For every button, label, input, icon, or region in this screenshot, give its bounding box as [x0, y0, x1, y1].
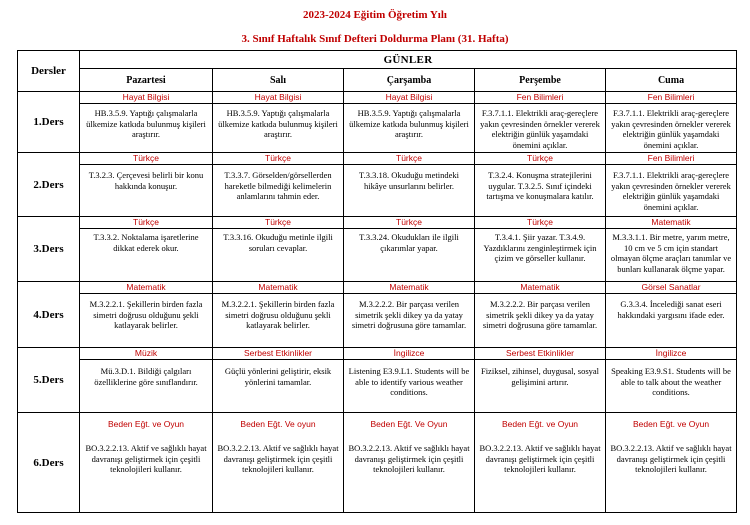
subject-label: Beden Eğt. ve Oyun: [632, 419, 710, 429]
outcome-text: Güçlü yönlerini geliştirir, eksik yönlerini tamamlar.: [224, 366, 332, 387]
day-header-monday: Pazartesi: [80, 69, 213, 92]
lesson-row: [18, 282, 737, 348]
outcome-text: T.3.3.16. Okuduğu metinle ilgili soruları cevaplar.: [223, 232, 333, 253]
subject-label: Matematik: [80, 282, 212, 294]
lesson-cell-wednesday: [344, 217, 475, 282]
lesson-cell-tuesday: [213, 153, 344, 217]
outcome-text: Listening E3.9.L1. Students will be able to identify various weather conditions.: [348, 366, 470, 397]
lesson-cell-wednesday: [344, 348, 475, 413]
lesson-cell-monday: [80, 92, 213, 153]
subject-label: Hayat Bilgisi: [213, 92, 343, 104]
lesson-cell-tuesday: [213, 92, 344, 153]
outcome-text: F.3.7.1.1. Elektrikli araç-gereçlere yakın çevresinden örnekler vererek elektriğin günlük yaşamdaki önemini açıklar.: [611, 170, 731, 212]
subject-label: Hayat Bilgisi: [80, 92, 212, 104]
lesson-cell-thursday: [475, 413, 606, 513]
lesson-cell-monday: [80, 153, 213, 217]
lesson-cell-monday: [80, 282, 213, 348]
lesson-label: 3.Ders: [18, 217, 80, 282]
outcome-text: BO.3.2.2.13. Aktif ve sağlıklı hayat davranışı geliştirmek için çeşitli teknolojileri kullanır.: [479, 443, 601, 474]
outcome-text: F.3.7.1.1. Elektrikli araç-gereçlere yakın çevresinden örnekler vererek elektriğin günlük yaşamdaki önemini açıklar.: [480, 108, 600, 150]
outcome-text: T.3.2.4. Konuşma stratejilerini uygular. T.3.2.5. Sınıf içindeki tartışma ve konuşmalara katılır.: [486, 170, 594, 201]
lesson-cell-monday: [80, 348, 213, 413]
day-header-tuesday: Salı: [213, 69, 344, 92]
outcome-text: M.3.3.1.1. Bir metre, yarım metre, 10 cm ve 5 cm için standart olmayan ölçme araçları tanımlar ve bunları kullanarak ölçme yapar.: [610, 232, 732, 274]
subject-label: Fen Bilimleri: [606, 153, 736, 165]
outcome-text: T.3.3.24. Okudukları ile ilgili çıkarımlar yapar.: [359, 232, 459, 253]
outcome-text: HB.3.5.9. Yaptığı çalışmalarla ülkemize katkıda bulunmuş kişileri araştırır.: [349, 108, 469, 139]
subject-label: Türkçe: [475, 153, 605, 165]
outcome-text: Mü.3.D.1. Bildiği çalgıları özelliklerine göre sınıflandırır.: [94, 366, 198, 387]
outcome-text: BO.3.2.2.13. Aktif ve sağlıklı hayat davranışı geliştirmek için çeşitli teknolojileri kullanır.: [217, 443, 339, 474]
lesson-cell-thursday: [475, 92, 606, 153]
lesson-label: 2.Ders: [18, 153, 80, 217]
gunler-header: GÜNLER: [80, 51, 737, 69]
lesson-row: [18, 92, 737, 153]
subject-label: Türkçe: [344, 217, 474, 229]
subject-label: Türkçe: [213, 217, 343, 229]
subject-label: Serbest Etkinlikler: [213, 348, 343, 360]
subject-label: İngilizce: [606, 348, 736, 360]
lesson-row: [18, 413, 737, 513]
outcome-text: HB.3.5.9. Yaptığı çalışmalarla ülkemize katkıda bulunmuş kişileri araştırır.: [218, 108, 338, 139]
lesson-cell-friday: [606, 217, 737, 282]
outcome-text: Speaking E3.9.S1. Students will be able to talk about the weather conditions.: [611, 366, 731, 397]
outcome-text: M.3.2.2.2. Bir parçası verilen simetrik şekli dikey ya da yatay simetri doğrusuna göre tamamlar.: [482, 299, 598, 330]
dersler-header: Dersler: [18, 51, 80, 92]
subject-label: Türkçe: [475, 217, 605, 229]
subject-label: Türkçe: [213, 153, 343, 165]
lesson-cell-tuesday: [213, 217, 344, 282]
outcome-text: Fiziksel, zihinsel, duygusal, sosyal gelişimini artırır.: [480, 366, 600, 387]
outcome-text: T.3.3.2. Noktalama işaretlerine dikkat ederek okur.: [93, 232, 199, 253]
lesson-cell-tuesday: [213, 282, 344, 348]
lesson-cell-friday: [606, 282, 737, 348]
outcome-text: M.3.2.2.1. Şekillerin birden fazla simetri doğrusu olduğunu şekli katlayarak belirler.: [89, 299, 203, 330]
lesson-label: 1.Ders: [18, 92, 80, 153]
subject-label: Serbest Etkinlikler: [475, 348, 605, 360]
outcome-text: BO.3.2.2.13. Aktif ve sağlıklı hayat davranışı geliştirmek için çeşitli teknolojileri kullanır.: [610, 443, 732, 474]
subject-label: Beden Eğt. ve Oyun: [501, 419, 579, 429]
lesson-cell-monday: [80, 413, 213, 513]
subject-label: Görsel Sanatlar: [606, 282, 736, 294]
lesson-cell-wednesday: [344, 153, 475, 217]
lesson-cell-monday: [80, 217, 213, 282]
lesson-cell-wednesday: [344, 282, 475, 348]
subject-label: Türkçe: [344, 153, 474, 165]
subject-label: Matematik: [213, 282, 343, 294]
subject-label: Fen Bilimleri: [606, 92, 736, 104]
subject-label: Matematik: [606, 217, 736, 229]
lesson-row: [18, 153, 737, 217]
subject-label: Müzik: [80, 348, 212, 360]
subject-label: Beden Eğt. ve Oyun: [107, 419, 185, 429]
page-subtitle: 3. Sınıf Haftalık Sınıf Defteri Doldurma Planı (31. Hafta): [241, 33, 509, 45]
lesson-row: [18, 217, 737, 282]
subject-label: Matematik: [344, 282, 474, 294]
day-header-wednesday: Çarşamba: [344, 69, 475, 92]
lesson-cell-friday: [606, 153, 737, 217]
outcome-text: F.3.7.1.1. Elektrikli araç-gereçlere yakın çevresinden örnekler vererek elektriğin günlük yaşamdaki önemini açıklar.: [611, 108, 731, 150]
lesson-cell-friday: [606, 413, 737, 513]
day-header-friday: Cuma: [606, 69, 737, 92]
lesson-label: 6.Ders: [18, 413, 80, 513]
outcome-text: G.3.3.4. İncelediği sanat eseri hakkındaki yargısını ifade eder.: [617, 299, 725, 320]
lesson-cell-friday: [606, 92, 737, 153]
subject-label: Hayat Bilgisi: [344, 92, 474, 104]
outcome-text: T.3.4.1. Şiir yazar. T.3.4.9. Yazdıklarını zenginleştirmek için çizim ve görseller kullanır.: [483, 232, 597, 263]
outcome-text: BO.3.2.2.13. Aktif ve sağlıklı hayat davranışı geliştirmek için çeşitli teknolojileri kullanır.: [85, 443, 207, 474]
lesson-row: [18, 348, 737, 413]
lesson-cell-thursday: [475, 282, 606, 348]
lesson-cell-thursday: [475, 217, 606, 282]
outcome-text: T.3.2.3. Çerçevesi belirli bir konu hakkında konuşur.: [88, 170, 204, 191]
outcome-text: M.3.2.2.2. Bir parçası verilen simetrik şekli dikey ya da yatay simetri doğrusuna göre tamamlar.: [351, 299, 467, 330]
day-header-thursday: Perşembe: [475, 69, 606, 92]
subject-label: Matematik: [475, 282, 605, 294]
weekly-plan-table: [17, 50, 737, 513]
page-title: 2023-2024 Eğitim Öğretim Yılı: [303, 9, 447, 21]
outcome-text: T.3.3.18. Okuduğu metindeki hikâye unsurlarını belirler.: [359, 170, 459, 191]
subject-label: Türkçe: [80, 217, 212, 229]
outcome-text: M.3.2.2.1. Şekillerin birden fazla simetri doğrusu olduğunu şekli katlayarak belirler.: [221, 299, 335, 330]
lesson-label: 5.Ders: [18, 348, 80, 413]
lesson-cell-wednesday: [344, 413, 475, 513]
lesson-cell-wednesday: [344, 92, 475, 153]
lesson-cell-tuesday: [213, 413, 344, 513]
lesson-cell-tuesday: [213, 348, 344, 413]
outcome-text: T.3.3.7. Görselden/görsellerden hareketle bilmediği kelimelerin anlamlarını tahmin eder.: [224, 170, 332, 201]
outcome-text: HB.3.5.9. Yaptığı çalışmalarla ülkemize katkıda bulunmuş kişileri araştırır.: [86, 108, 206, 139]
outcome-text: BO.3.2.2.13. Aktif ve sağlıklı hayat davranışı geliştirmek için çeşitli teknolojileri kullanır.: [348, 443, 470, 474]
lesson-cell-thursday: [475, 348, 606, 413]
lesson-label: 4.Ders: [18, 282, 80, 348]
lesson-cell-friday: [606, 348, 737, 413]
lesson-cell-thursday: [475, 153, 606, 217]
subject-label: Beden Eğt. Ve Oyun: [370, 419, 448, 429]
subject-label: Beden Eğt. Ve oyun: [240, 419, 316, 429]
subject-label: İngilizce: [344, 348, 474, 360]
subject-label: Türkçe: [80, 153, 212, 165]
subject-label: Fen Bilimleri: [475, 92, 605, 104]
